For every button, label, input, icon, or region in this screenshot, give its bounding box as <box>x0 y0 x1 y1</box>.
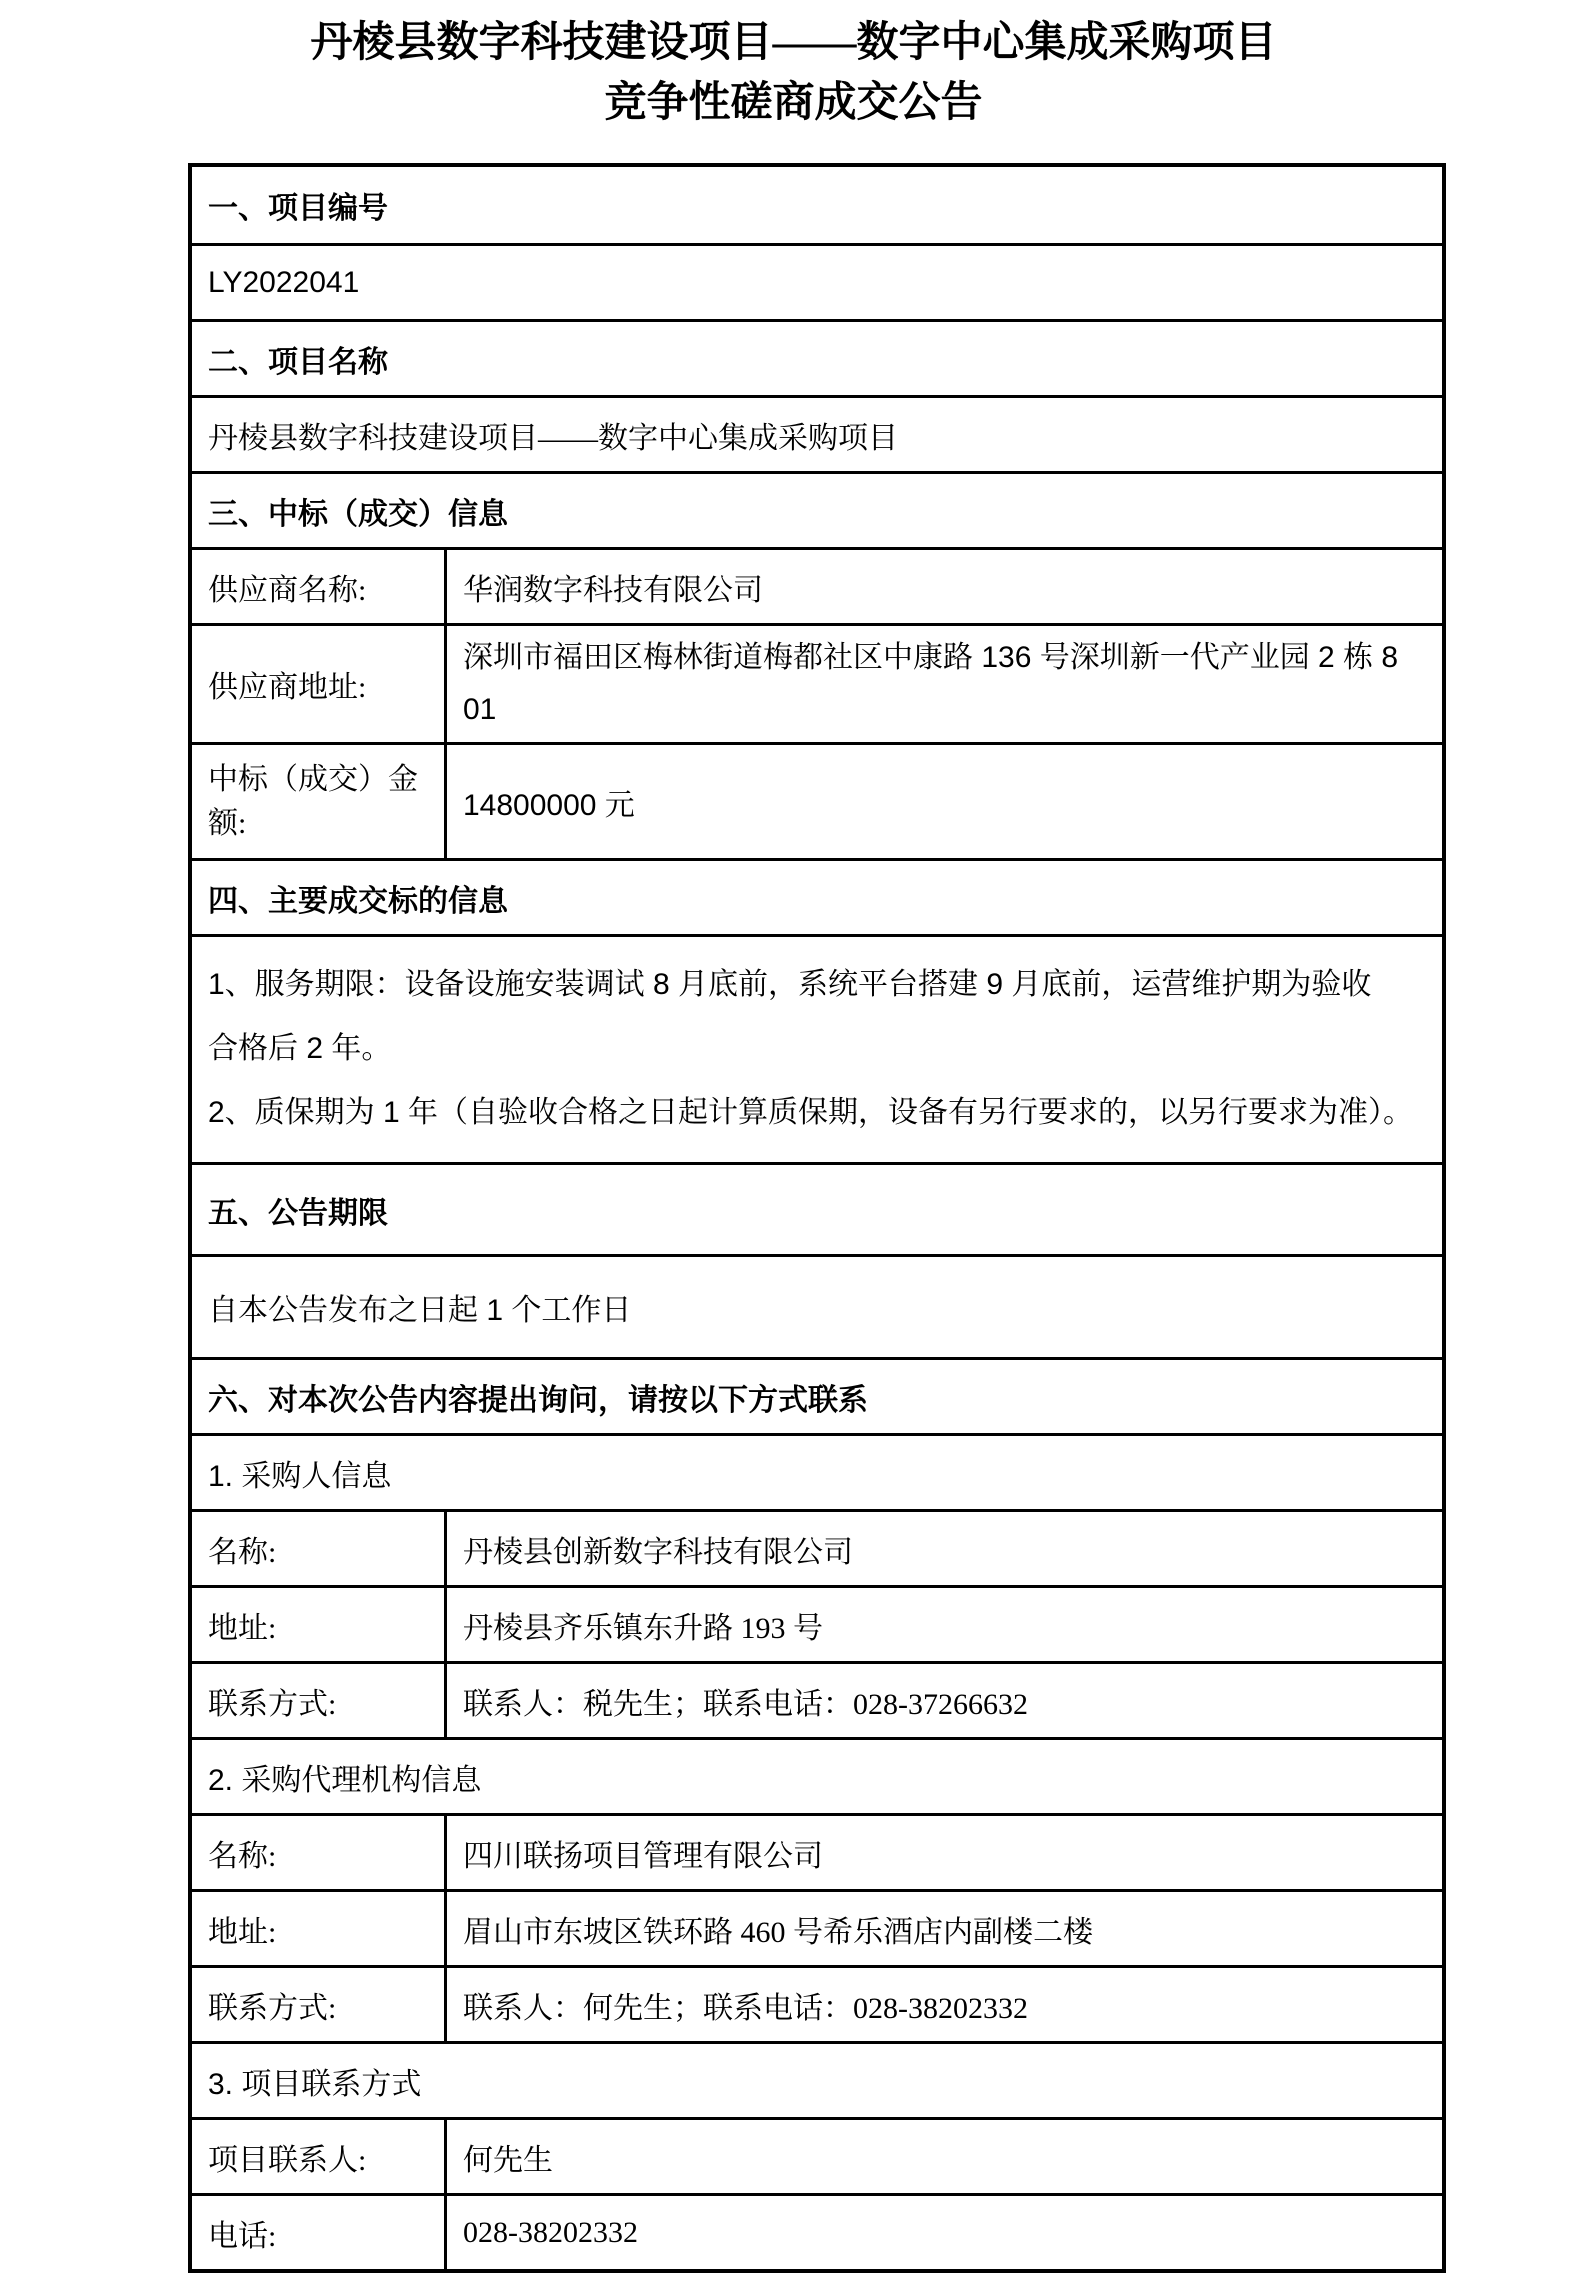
supplier-name-label: 供应商名称: <box>192 550 447 623</box>
award-details-text <box>192 937 1442 1151</box>
project-contact-title: 3. 项目联系方式 <box>208 2067 422 2101</box>
award-details-line-2: 合格后 2 年。 <box>208 1032 392 1065</box>
section-2-heading: 二、项目名称 <box>208 345 388 379</box>
buyer-name-row <box>192 1509 1442 1585</box>
section-1-heading: 一、项目编号 <box>208 192 388 225</box>
project-contact-person-label: 项目联系人: <box>192 2120 447 2193</box>
supplier-address-row <box>192 623 1442 742</box>
agency-name-value: 四川联扬项目管理有限公司 <box>463 1839 823 1873</box>
section-3-heading: 三、中标（成交）信息 <box>208 497 508 531</box>
supplier-name-row <box>192 547 1442 623</box>
buyer-info-title-row <box>192 1433 1442 1509</box>
supplier-address-line-1: 深圳市福田区梅林街道梅都社区中康路 136 号深圳新一代产业园 2 栋 8 <box>463 641 1399 674</box>
award-amount-label <box>192 745 447 858</box>
project-name-row <box>192 395 1442 471</box>
buyer-contact-value: 联系人：税先生；联系电话：028-37266632 <box>463 1687 1028 1721</box>
document-title <box>0 13 1587 133</box>
supplier-address-value <box>447 626 1442 742</box>
project-number-row <box>192 243 1442 319</box>
supplier-name-value: 华润数字科技有限公司 <box>463 573 763 607</box>
agency-contact-label: 联系方式: <box>192 1968 447 2041</box>
announcement-period-row <box>192 1254 1442 1357</box>
award-amount-label-line-1: 中标（成交）金 <box>208 762 418 796</box>
agency-address-row <box>192 1889 1442 1965</box>
buyer-address-row <box>192 1585 1442 1661</box>
project-name-value: 丹棱县数字科技建设项目——数字中心集成采购项目 <box>208 421 898 455</box>
award-details-row <box>192 934 1442 1162</box>
buyer-name-value: 丹棱县创新数字科技有限公司 <box>463 1535 853 1569</box>
section-1-heading-row <box>192 167 1442 243</box>
agency-address-label: 地址: <box>192 1892 447 1965</box>
buyer-name-label: 名称: <box>192 1512 447 1585</box>
announcement-period-value: 自本公告发布之日起 1 个工作日 <box>208 1294 632 1327</box>
supplier-address-label: 供应商地址: <box>192 626 447 742</box>
title-line-2: 竞争性磋商成交公告 <box>604 80 983 126</box>
agency-address-value: 眉山市东坡区铁环路 460 号希乐酒店内副楼二楼 <box>463 1915 1093 1949</box>
section-4-heading-row <box>192 858 1442 934</box>
agency-name-row <box>192 1813 1442 1889</box>
agency-name-label: 名称: <box>192 1816 447 1889</box>
award-amount-label-lines <box>208 758 418 846</box>
project-phone-row <box>192 2193 1442 2269</box>
project-phone-value: 028-38202332 <box>463 2215 638 2249</box>
section-4-heading: 四、主要成交标的信息 <box>208 884 508 918</box>
section-2-heading-row <box>192 319 1442 395</box>
agency-contact-row <box>192 1965 1442 2041</box>
section-5-heading-row <box>192 1162 1442 1254</box>
award-amount-row <box>192 742 1442 858</box>
section-5-heading: 五、公告期限 <box>208 1196 388 1230</box>
buyer-contact-label: 联系方式: <box>192 1664 447 1737</box>
award-details-line-1: 1、服务期限：设备设施安装调试 8 月底前，系统平台搭建 9 月底前，运营维护期为验收 <box>208 968 1372 1001</box>
buyer-address-value: 丹棱县齐乐镇东升路 193 号 <box>463 1611 823 1645</box>
title-line-1: 丹棱县数字科技建设项目——数字中心集成采购项目 <box>310 20 1277 66</box>
award-details-line-3: 2、质保期为 1 年（自验收合格之日起计算质保期，设备有另行要求的，以另行要求为准）。 <box>208 1096 1414 1129</box>
project-contact-person-row <box>192 2117 1442 2193</box>
supplier-address-line-2: 01 <box>463 693 497 726</box>
agency-contact-value: 联系人：何先生；联系电话：028-38202332 <box>463 1991 1028 2025</box>
project-contact-title-row <box>192 2041 1442 2117</box>
award-amount-value: 14800000 元 <box>463 788 635 822</box>
project-contact-person-value: 何先生 <box>463 2143 553 2177</box>
section-6-heading-row <box>192 1357 1442 1433</box>
section-3-heading-row <box>192 471 1442 547</box>
buyer-contact-row <box>192 1661 1442 1737</box>
buyer-address-label: 地址: <box>192 1588 447 1661</box>
buyer-info-title: 1. 采购人信息 <box>208 1459 392 1493</box>
project-number-value: LY2022041 <box>208 265 360 299</box>
award-amount-label-line-2: 额: <box>208 806 247 840</box>
announcement-table <box>188 163 1446 2273</box>
agency-info-title-row <box>192 1737 1442 1813</box>
section-6-heading: 六、对本次公告内容提出询问，请按以下方式联系 <box>208 1383 868 1417</box>
agency-info-title: 2. 采购代理机构信息 <box>208 1763 482 1797</box>
project-phone-label: 电话: <box>192 2196 447 2269</box>
